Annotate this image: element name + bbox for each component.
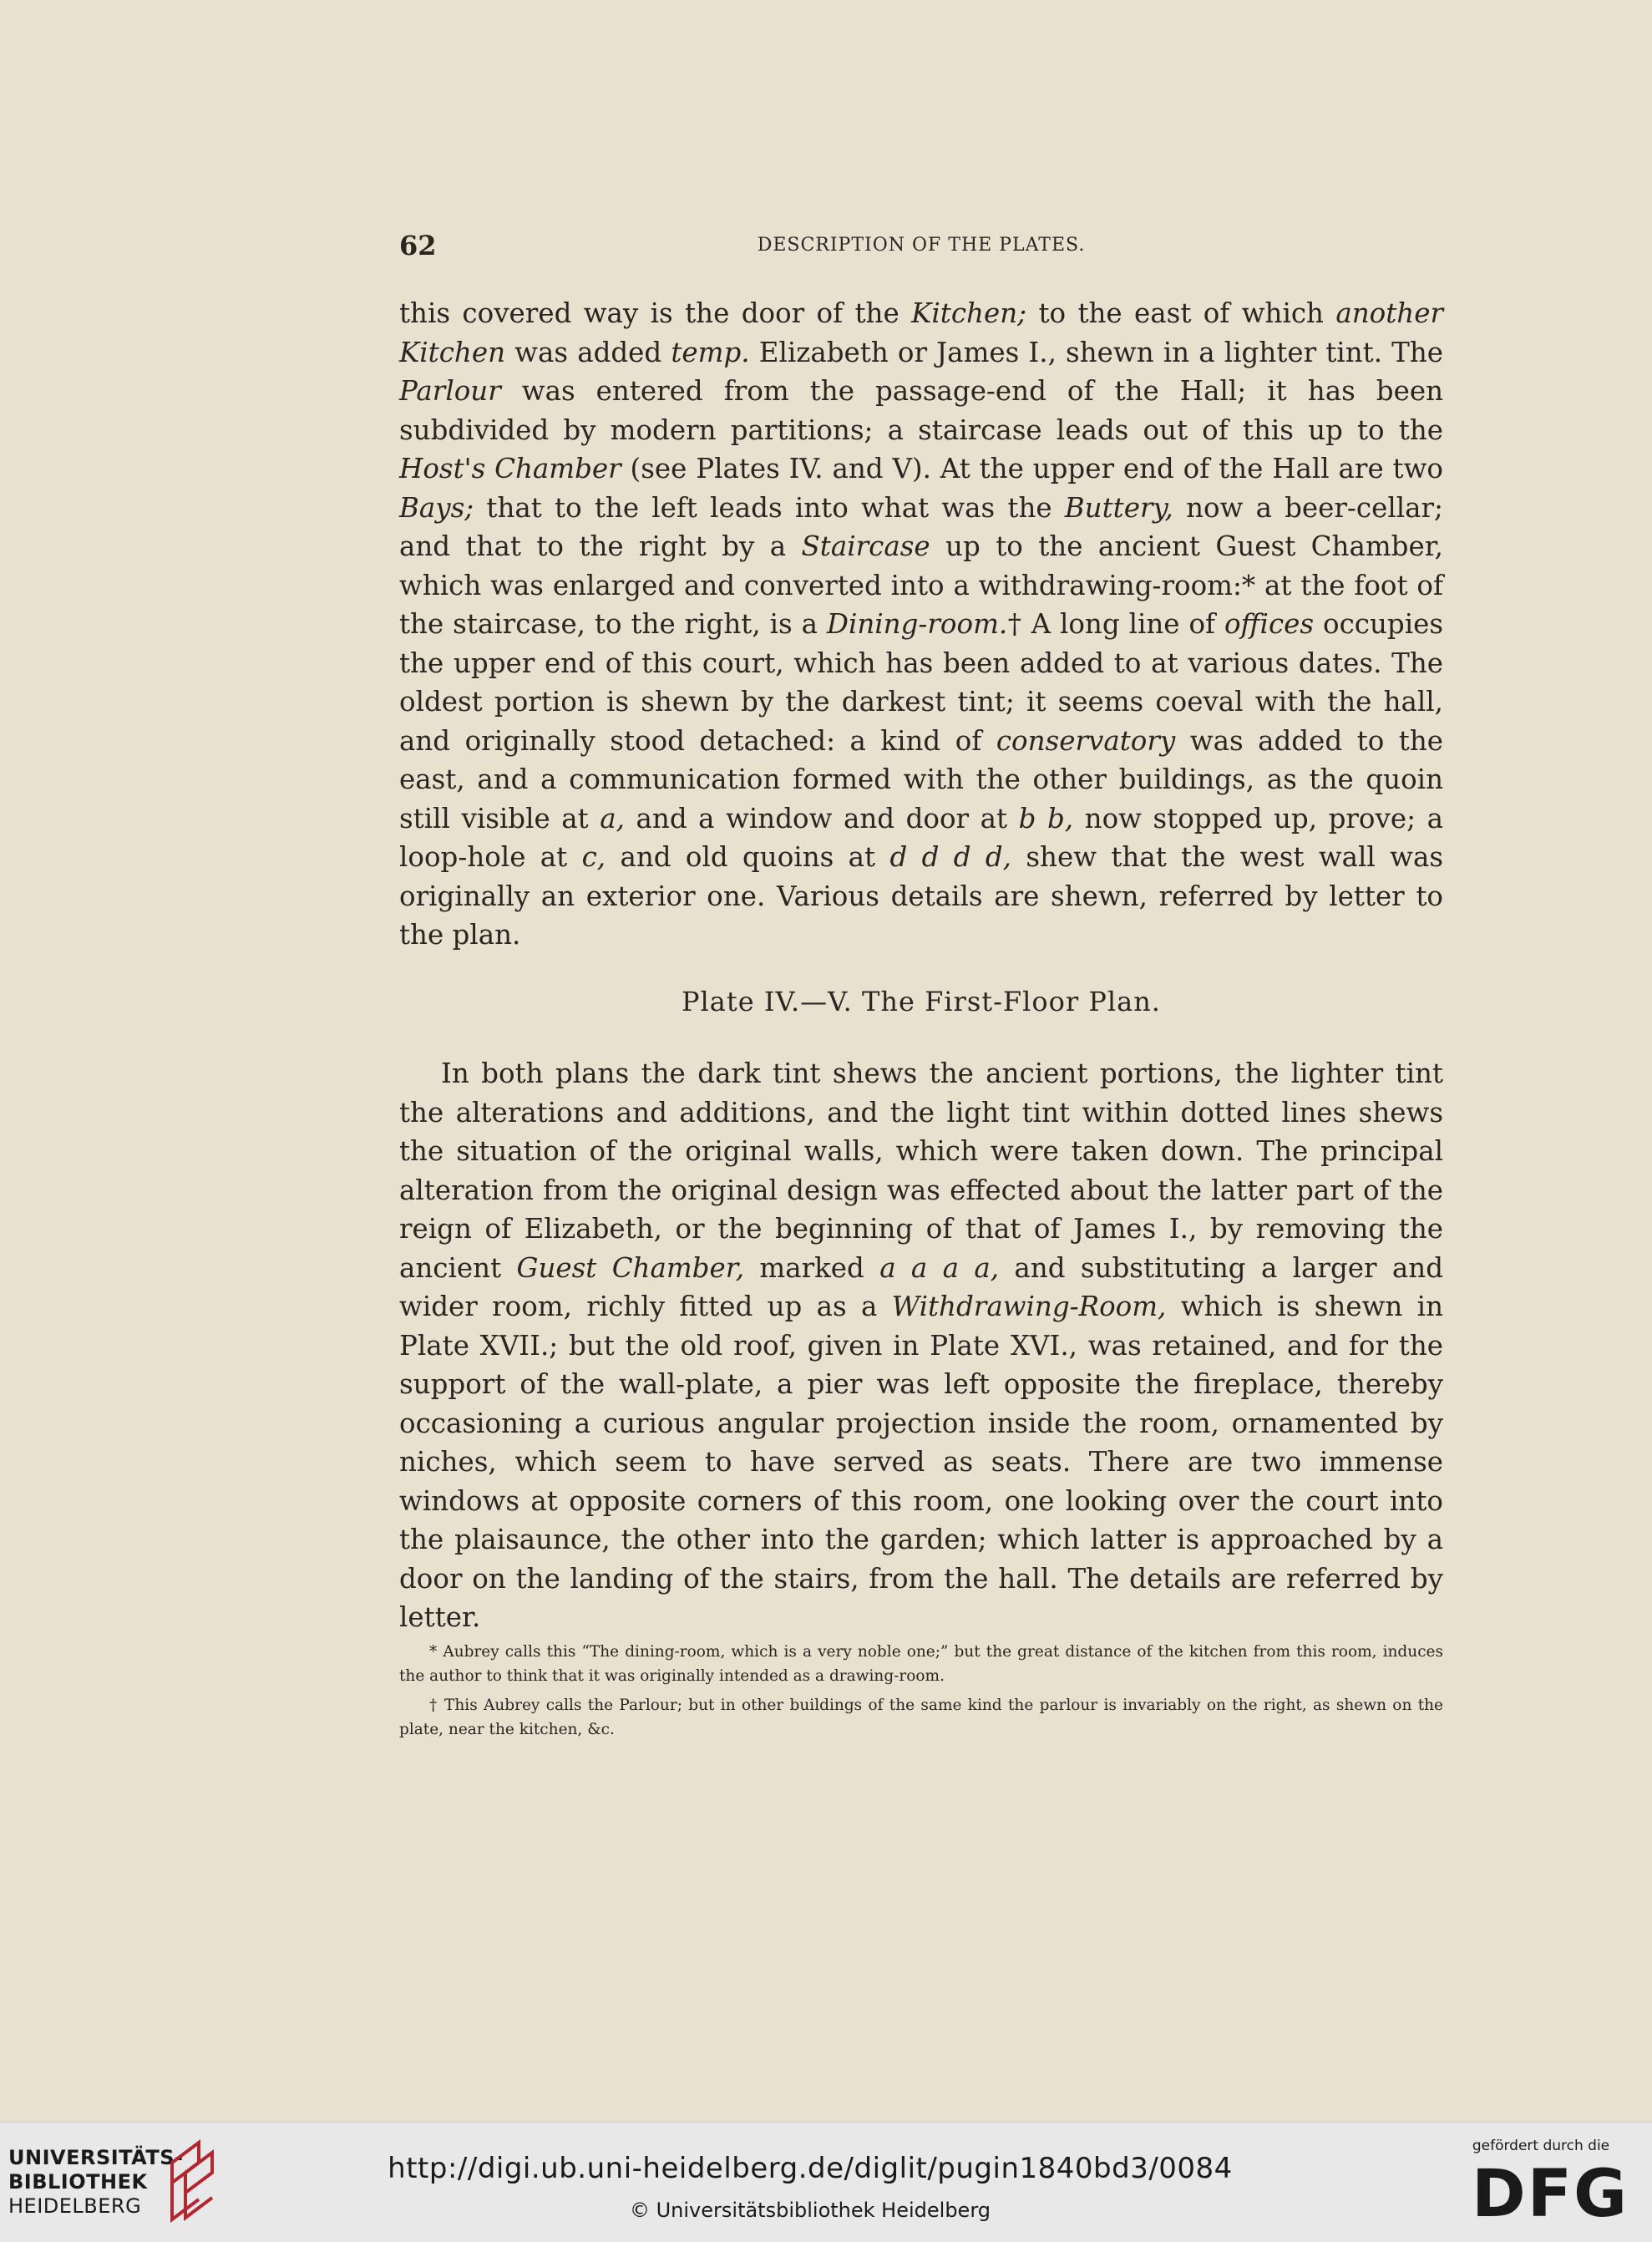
footnote-1: * Aubrey calls this “The dining-room, which is a very noble one;” but the great distance of the kitchen from this room, induces the author to think that it was originally intended as a drawing-room.: [399, 1643, 1443, 1685]
library-name-line-3: HEIDELBERG: [8, 2194, 142, 2218]
text-run: Elizabeth or James I., shewn in a lighter tint. The: [749, 336, 1444, 368]
footnote-2: † This Aubrey calls the Parlour; but in other buildings of the same kind the parlour is invariably on the right, as shewn on the plate, near the kitchen, &c.: [399, 1697, 1443, 1738]
text-run: this covered way is the door of the: [399, 297, 912, 329]
italic-run: temp.: [671, 336, 750, 368]
text-run: which is shewn in Plate XVII.; but the old roof, given in Plate XVI., was retained, and for the support of the wall-plate, a pier was left opposite the fireplace, thereby occasioning a curious angular projection inside the room, ornamented by niches, which seem to have served as seats. There are two immense windows at opposite corners of this room, one looking over the court into the plaisaunce, the other into the garden; which latter is approached by a door on the landing of the stairs, from the hall. The details are referred by letter.: [399, 1291, 1443, 1633]
copyright-notice: © Universitätsbibliothek Heidelberg: [629, 2199, 991, 2222]
italic-run: offices: [1224, 608, 1315, 640]
text-run: was added to the east, and a communication formed with the other buildings, as the quoin still visible at: [399, 724, 1443, 834]
body-paragraph-2: [399, 1054, 1443, 1637]
italic-run: Withdrawing-Room,: [891, 1291, 1167, 1322]
page-header: [399, 230, 1443, 271]
library-name-line-2: BIBLIOTHEK: [8, 2170, 148, 2194]
italic-run: conservatory: [996, 724, 1176, 757]
text-run: and a window and door at: [624, 802, 1019, 834]
italic-run: a a a a,: [879, 1251, 1000, 1284]
footnotes: [399, 1640, 1443, 1747]
page-number: 62: [399, 230, 437, 261]
text-run: † A long line of: [1007, 608, 1224, 640]
running-head: DESCRIPTION OF THE PLATES.: [757, 235, 1086, 256]
italic-run: another Kitchen: [399, 297, 1443, 368]
text-run: now stopped up, prove; a loop-hole at: [399, 802, 1443, 873]
text-run: now a beer-cellar; and that to the right by a: [399, 491, 1444, 562]
italic-run: b b,: [1018, 802, 1074, 834]
text-run: that to the left leads into what was the: [474, 491, 1065, 524]
text-run: and old quoins at: [606, 841, 890, 873]
paragraph-text: [399, 1054, 1443, 1637]
text-run: and substituting a larger and wider room, richly fitted up as a: [399, 1251, 1443, 1322]
italic-run: Host's Chamber: [399, 453, 621, 484]
text-run: shew that the west wall was originally an exterior one. Various details are shewn, referred by letter to the plan.: [399, 841, 1444, 951]
library-name: [8, 2146, 184, 2219]
body-paragraph-1: [399, 294, 1443, 955]
funder-label: gefördert durch die: [1472, 2138, 1610, 2154]
text-run: occupies the upper end of this court, which has been added to at various dates. The oldest portion is shewn by the darkest tint; it seems coeval with the hall, and originally stood detached: a kind of: [399, 608, 1444, 757]
section-heading: Plate IV.—V. The First-Floor Plan.: [682, 986, 1161, 1017]
dfg-logo: DFG: [1472, 2157, 1629, 2232]
italic-run: Buttery,: [1064, 491, 1173, 524]
text-run: up to the ancient Guest Chamber, which was enlarged and converted into a withdrawing-room:* at the foot of the staircase, to the right, is a: [399, 530, 1443, 640]
text-run: marked: [744, 1251, 880, 1284]
text-run: In both plans the dark tint shews the ancient portions, the lighter tint the alterations and additions, and the light tint within dotted lines shews the situation of the original walls, which were taken down. The principal alteration from the original design was effected about the latter part of the reign of Elizabeth, or the beginning of that of James I., by removing the ancient: [399, 1058, 1443, 1284]
italic-run: Staircase: [801, 530, 930, 562]
paragraph-text: [399, 294, 1443, 955]
italic-run: Dining-room.: [826, 608, 1008, 640]
library-name-line-1: UNIVERSITÄTS-: [8, 2146, 184, 2169]
italic-run: Bays;: [399, 491, 474, 524]
text-run: to the east of which: [1026, 297, 1336, 329]
text-run: was entered from the passage-end of the Hall; it has been subdivided by modern partitions; a staircase leads out of this up to the: [399, 375, 1443, 446]
italic-run: Guest Chamber,: [516, 1251, 745, 1284]
permalink-url[interactable]: http://digi.ub.uni-heidelberg.de/diglit/pugin1840bd3/0084: [388, 2152, 1233, 2185]
italic-run: d d d d,: [889, 841, 1012, 873]
italic-run: Kitchen;: [911, 297, 1027, 329]
italic-run: Parlour: [399, 375, 501, 407]
italic-run: c,: [581, 841, 606, 873]
viewer-footer: [0, 2122, 1652, 2242]
text-run: was added: [505, 336, 671, 368]
text-run: (see Plates IV. and V). At the upper end of the Hall are two: [621, 453, 1443, 484]
italic-run: a,: [600, 802, 625, 834]
library-logo-icon: [165, 2138, 219, 2224]
